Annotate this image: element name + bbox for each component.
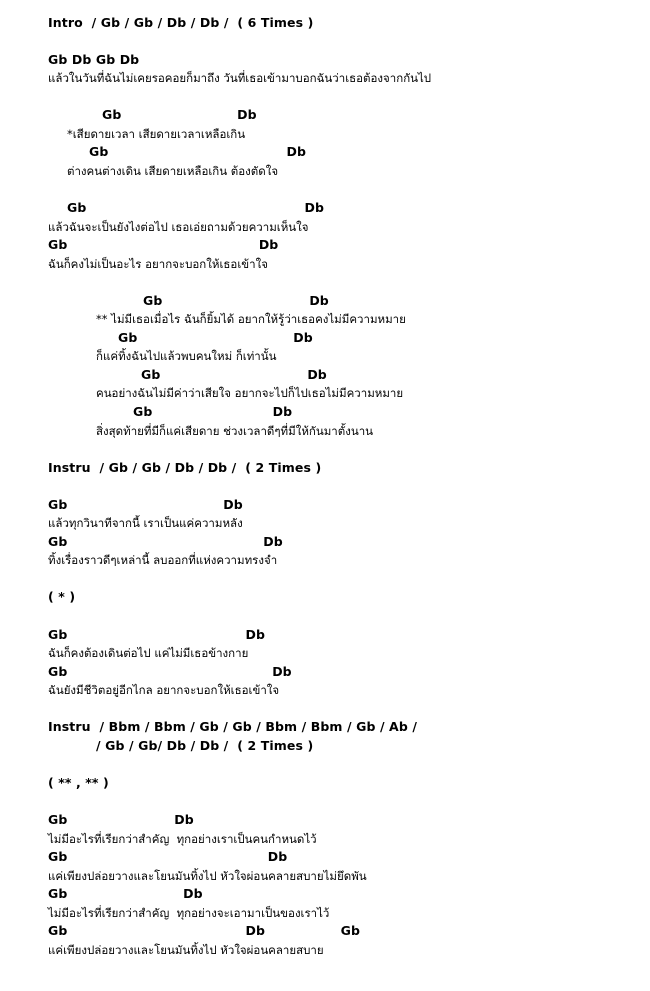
chord-line: Gb Db [48, 812, 194, 828]
blank-line [48, 755, 431, 774]
lyric-line: ก็แค่ทิ้งฉันไปแล้วพบคนใหม่ ก็เท่านั้น [96, 349, 277, 364]
blank-line [48, 88, 431, 107]
chord-line: Gb Db [67, 199, 325, 215]
lyric-line: ฉันก็คงต้องเดินต่อไป แค่ไม่มีเธอข้างกาย [48, 646, 249, 661]
lyric-line: คนอย่างฉันไม่มีค่าว่าเสียใจ อยากจะไปก็ไปเธอไม่มีความหมาย [96, 386, 404, 401]
lyric-line: ฉันยังมีชีวิตอยู่อีกไกล อยากจะบอกให้เธอเข้าใจ [48, 683, 280, 698]
lyric-line: *เสียดายเวลา เสียดายเวลาเหลือเกิน [67, 126, 246, 141]
chord-line: Gb Db [48, 533, 283, 549]
chord-line: Gb Db [133, 403, 293, 419]
chord-line: Instru / Gb / Gb / Db / Db / ( 2 Times ) [48, 459, 322, 475]
chord-line: Gb Db [48, 496, 243, 512]
blank-line [48, 32, 431, 51]
chord-line: Gb Db [102, 107, 257, 123]
blank-line [48, 273, 431, 292]
lyric-line: ไม่มีอะไรที่เรียกว่าสำคัญ ทุกอย่างจะเอามาเป็นของเราไว้ [48, 905, 330, 920]
chord-line: / Gb / Gb/ Db / Db / ( 2 Times ) [96, 737, 314, 753]
chord-line: Gb Db [143, 292, 329, 308]
chord-line: Gb Db [48, 237, 279, 253]
blank-line [48, 477, 431, 496]
lyric-line: แล้วฉันจะเป็นยังไงต่อไป เธอเอ่ยถามด้วยความเห็นใจ [48, 219, 309, 234]
lyric-line: แค่เพียงปล่อยวางและโยนมันทิ้งไป หัวใจผ่อนคลายสบาย [48, 942, 324, 957]
blank-line [48, 180, 431, 199]
chord-line: Gb Db [48, 886, 203, 902]
lyric-line: ** ไม่มีเธอเมื่อไร ฉันก็ยิ้มได้ อยากให้รู้ว่าเธอคงไม่มีความหมาย [96, 312, 406, 327]
chord-line: Gb Db [141, 366, 327, 382]
lyric-line: สิ่งสุดท้ายที่มีก็แค่เสียดาย ช่วงเวลาดีๆที่มีให้กันมาตั้งนาน [96, 423, 374, 438]
chord-line: Gb Db [89, 144, 307, 160]
lyric-line: ทิ้งเรื่องราวดีๆเหล่านี้ ลบออกที่แห่งความทรงจำ [48, 553, 278, 568]
chord-line: Instru / Bbm / Bbm / Gb / Gb / Bbm / Bbm / Gb / Ab / [48, 719, 417, 735]
lyric-line: ไม่มีอะไรที่เรียกว่าสำคัญ ทุกอย่างเราเป็นคนกำหนดไว้ [48, 831, 317, 846]
chord-sheet [48, 14, 431, 960]
lyric-line: แค่เพียงปล่อยวางและโยนมันทิ้งไป หัวใจผ่อนคลายสบายไม่ยึดพัน [48, 868, 367, 883]
chord-line: Gb Db [48, 663, 292, 679]
chord-line: Gb Db [118, 329, 313, 345]
chord-line: ( ** , ** ) [48, 774, 109, 790]
blank-line [48, 607, 431, 626]
chord-line: Gb Db [48, 626, 266, 642]
chord-line: ( * ) [48, 589, 76, 605]
blank-line [48, 700, 431, 719]
chord-line: Gb Db Gb Db [48, 51, 140, 67]
blank-line [48, 792, 431, 811]
blank-line [48, 570, 431, 589]
lyric-line: ฉันก็คงไม่เป็นอะไร อยากจะบอกให้เธอเข้าใจ [48, 256, 268, 271]
chord-line: Gb Db [48, 849, 288, 865]
chord-line: Intro / Gb / Gb / Db / Db / ( 6 Times ) [48, 14, 314, 30]
chord-line: Gb Db Gb [48, 923, 361, 939]
blank-line [48, 440, 431, 459]
lyric-line: แล้วในวันที่ฉันไม่เคยรอคอยก็มาถึง วันที่เธอเข้ามาบอกฉันว่าเธอต้องจากกันไป [48, 71, 432, 86]
lyric-line: แล้วทุกวินาทีจากนี้ เราเป็นแค่ความหลัง [48, 516, 243, 531]
lyric-line: ต่างคนต่างเดิน เสียดายเหลือเกิน ต้องตัดใจ [67, 163, 279, 178]
